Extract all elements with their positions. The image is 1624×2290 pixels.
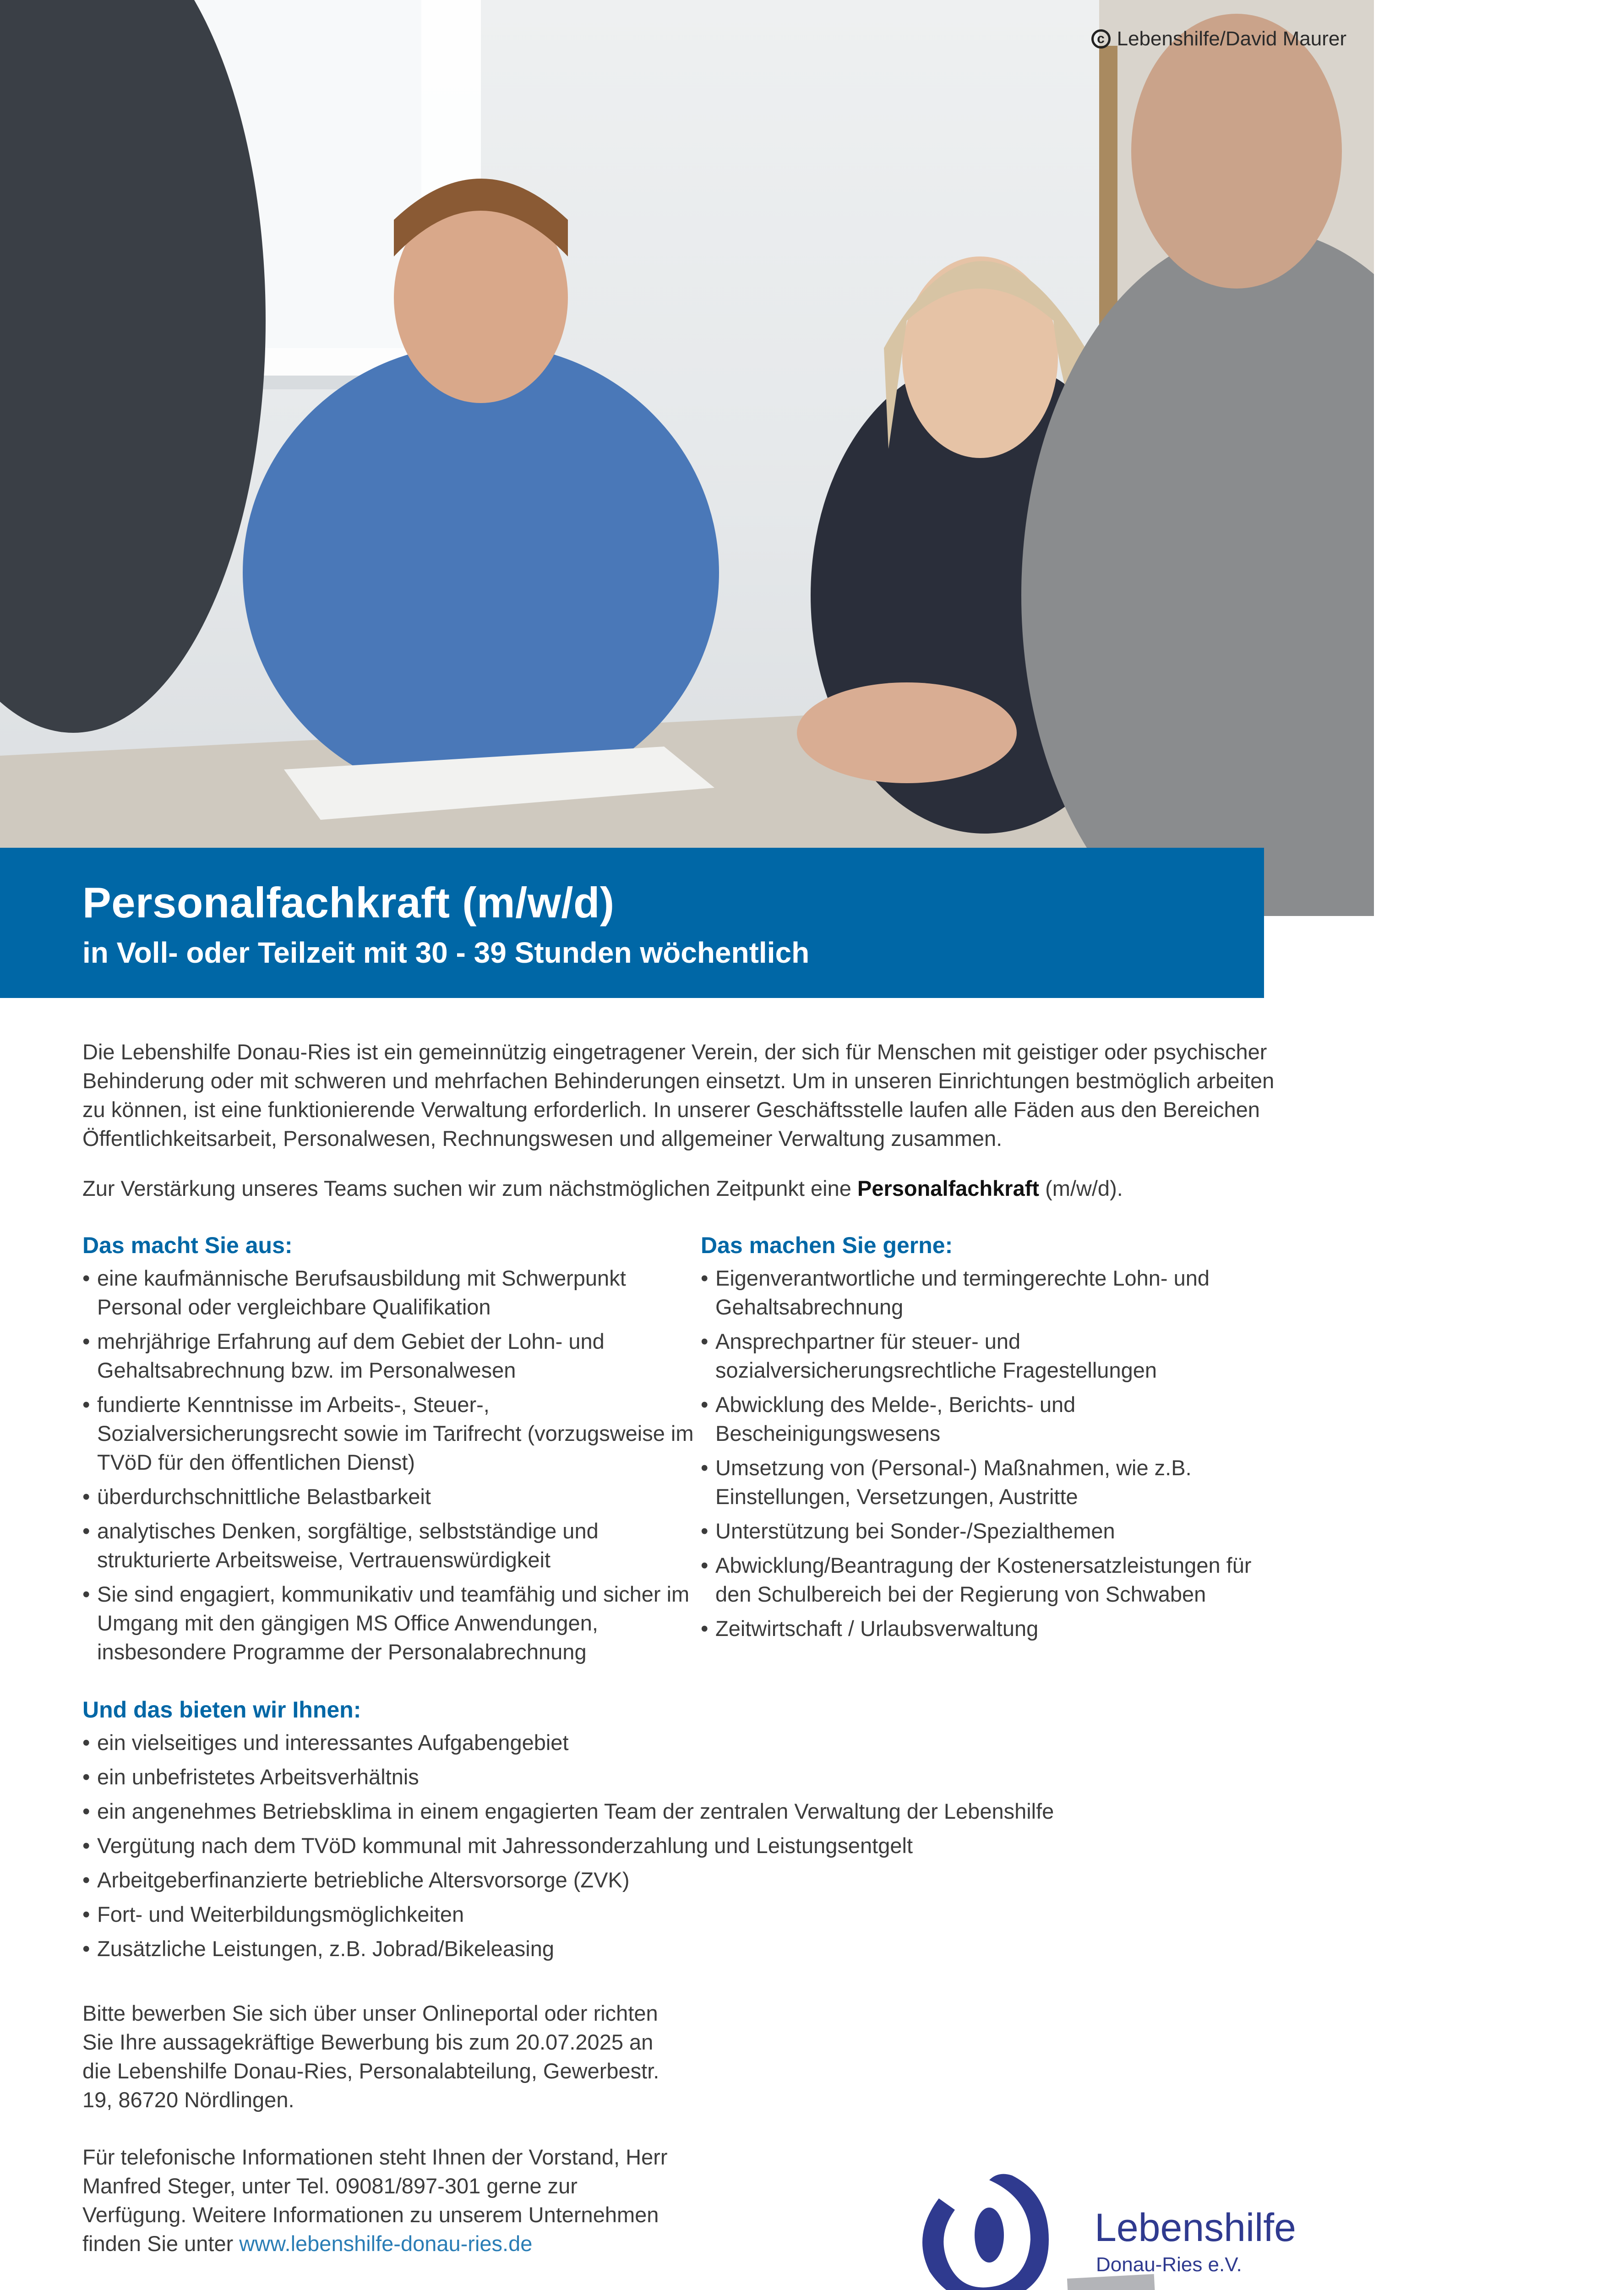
offer-section (82, 1696, 1282, 1963)
list-item: • Abwicklung des Melde-, Berichts- und Bescheinigungswesens (701, 1390, 1282, 1448)
job-title: Personalfachkraft (m/w/d) (82, 878, 615, 927)
list-item: • Umsetzung von (Personal-) Maßnahmen, wie z.B. Einstellungen, Versetzungen, Austritte (701, 1453, 1282, 1511)
list-item: • überdurchschnittliche Belastbarkeit (82, 1482, 701, 1511)
tasks-heading: Das machen Sie gerne: (701, 1232, 953, 1258)
title-band (0, 848, 1264, 998)
application-section (82, 1999, 678, 2258)
list-item: • Ansprechpartner für steuer- und sozialversicherungsrechtliche Fragestellungen (701, 1327, 1282, 1385)
list-item: • Unterstützung bei Sonder-/Spezialthemen (701, 1516, 1282, 1545)
application-paragraph: Bitte bewerben Sie sich über unser Onlineportal oder richten Sie Ihre aussagekräftige Bewerbung bis zum 20.07.2025 an die Lebenshilfe Donau-Ries, Personalabteilung, Gewerbestr. 19, 86720 Nördlingen. (82, 2001, 659, 2112)
copyright-icon: c (1091, 29, 1111, 49)
header-photo (0, 0, 1374, 916)
tasks-list (701, 1264, 1282, 1643)
website-link[interactable]: www.lebenshilfe-donau-ries.de (239, 2231, 533, 2256)
intro-paragraph: Die Lebenshilfe Donau-Ries ist ein gemeinnützig eingetragener Verein, der sich für Menschen mit geistiger oder psychischer Behinderung oder mit schweren und mehrfachen Behinderungen einsetzt. Um in unseren Einrichtungen bestmöglich arbeiten zu können, ist eine funktionierende Verwaltung erforderlich. In unserer Geschäftsstelle laufen alle Fäden aus den Bereichen Öffentlichkeitsarbeit, Personalwesen, Rechnungswesen und allgemeiner Verwaltung zusammen. (82, 1040, 1275, 1150)
offer-list (82, 1728, 1282, 1963)
search-position: Personalfachkraft (857, 1176, 1040, 1200)
list-item: • Sie sind engagiert, kommunikativ und teamfähig und sicher im Umgang mit den gängigen MS Office Anwendungen, insbesondere Programme der Personalabrechnung (82, 1580, 701, 1666)
profile-list (82, 1264, 701, 1666)
job-subtitle: in Voll- oder Teilzeit mit 30 - 39 Stunden wöchentlich (82, 936, 810, 969)
photo-credit-text: Lebenshilfe/David Maurer (1117, 27, 1346, 50)
logo-name: Lebenshilfe (1095, 2206, 1296, 2250)
meeting-photo-illustration (0, 0, 1374, 916)
contact-paragraph (82, 2143, 678, 2258)
list-item: • ein vielseitiges und interessantes Aufgabengebiet (82, 1728, 1282, 1757)
list-item: • fundierte Kenntnisse im Arbeits-, Steuer-, Sozialversicherungsrecht sowie im Tarifrecht (vorzugsweise im TVöD für den öffentlichen Dienst) (82, 1390, 701, 1477)
list-item: • Vergütung nach dem TVöD kommunal mit Jahressonderzahlung und Leistungsentgelt (82, 1831, 1282, 1860)
list-item: • analytisches Denken, sorgfältige, selbstständige und strukturierte Arbeitsweise, Vertrauenswürdigkeit (82, 1516, 701, 1574)
contact-text: Für telefonische Informationen steht Ihnen der Vorstand, Herr Manfred Steger, unter Tel. 09081/897-301 gerne zur Verfügung. Weitere Informationen zu unserem Unternehmen finden Sie unter (82, 2145, 668, 2256)
logo-subtitle: Donau-Ries e.V. (1096, 2253, 1242, 2276)
requirements-columns (82, 1231, 1282, 1672)
list-item: • Eigenverantwortliche und termingerechte Lohn- und Gehaltsabrechnung (701, 1264, 1282, 1321)
list-item: • ein angenehmes Betriebsklima in einem engagierten Team der zentralen Verwaltung der Lebenshilfe (82, 1797, 1282, 1826)
profile-heading: Das macht Sie aus: (82, 1232, 293, 1258)
search-sentence (82, 1174, 1282, 1203)
intro-section (82, 1037, 1282, 1203)
list-item: • Zeitwirtschaft / Urlaubsverwaltung (701, 1614, 1282, 1643)
photo-credit (1091, 27, 1346, 50)
search-prefix: Zur Verstärkung unseres Teams suchen wir zum nächstmöglichen Zeitpunkt eine (82, 1176, 857, 1200)
lebenshilfe-logo (799, 2162, 1294, 2290)
list-item: • eine kaufmännische Berufsausbildung mit Schwerpunkt Personal oder vergleichbare Qualifikation (82, 1264, 701, 1321)
logo-grey-square (1067, 2274, 1159, 2290)
list-item: • ein unbefristetes Arbeitsverhältnis (82, 1762, 1282, 1791)
list-item: • mehrjährige Erfahrung auf dem Gebiet der Lohn- und Gehaltsabrechnung bzw. im Personalwesen (82, 1327, 701, 1385)
list-item: • Fort- und Weiterbildungsmöglichkeiten (82, 1900, 1282, 1929)
offer-heading: Und das bieten wir Ihnen: (82, 1697, 361, 1723)
list-item: • Abwicklung/Beantragung der Kostenersatzleistungen für den Schulbereich bei der Regierung von Schwaben (701, 1551, 1282, 1608)
job-description (82, 1037, 1282, 2286)
search-suffix: (m/w/d). (1039, 1176, 1123, 1200)
tasks-section (701, 1231, 1282, 1672)
list-item: • Arbeitgeberfinanzierte betriebliche Altersvorsorge (ZVK) (82, 1865, 1282, 1894)
profile-section (82, 1231, 701, 1672)
lebenshilfe-logo-icon (911, 2166, 1063, 2290)
list-item: • Zusätzliche Leistungen, z.B. Jobrad/Bikeleasing (82, 1934, 1282, 1963)
